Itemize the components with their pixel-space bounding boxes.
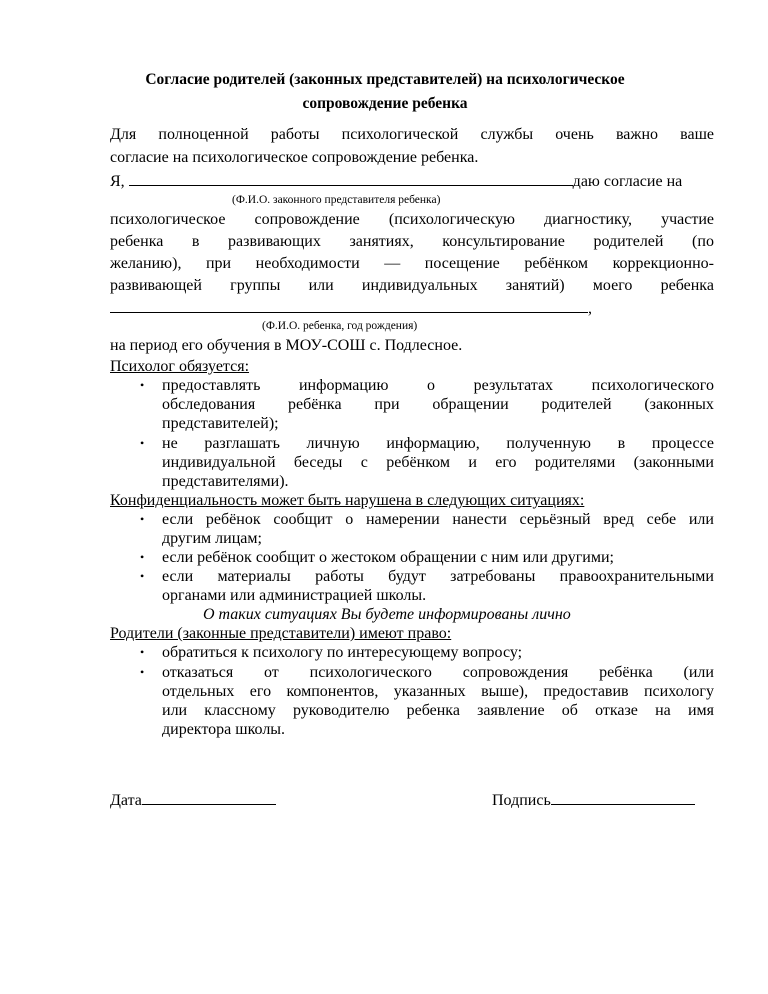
word: полученную (506, 435, 591, 452)
scope-line-3 (110, 254, 714, 273)
word: при (374, 396, 400, 413)
parents-item-2-line-4: директора школы. (162, 721, 286, 738)
word: работы (315, 568, 364, 585)
parents-item-2-line-2 (162, 682, 714, 701)
word: компонентов, (286, 683, 379, 700)
parents-item-1: обратиться к психологу по интересующему вопросу; (162, 644, 523, 661)
word: на (655, 702, 671, 719)
word: разглашать (204, 435, 280, 452)
word: нанести (452, 511, 507, 528)
word: личную (306, 435, 360, 452)
bullet-icon: • (140, 512, 145, 526)
document-title (100, 68, 670, 116)
word: или (688, 511, 714, 528)
word: консультирование (442, 233, 565, 250)
psych-item-1-line-2 (162, 395, 714, 414)
word: намерении (365, 511, 440, 528)
word: полноценной (158, 126, 249, 143)
conf-item-3-line-2: органами или администрацией школы. (162, 587, 427, 604)
word: работы (270, 126, 320, 143)
word: (законных (644, 396, 714, 413)
period-line: на период его обучения в МОУ-СОШ с. Подлесное. (110, 337, 463, 354)
bullet-icon: • (140, 378, 145, 392)
word: — (384, 255, 401, 272)
word: индивидуальных (361, 277, 478, 294)
word: ребенка (660, 277, 714, 294)
word: ребёнка (288, 396, 342, 413)
word: ваше (680, 126, 714, 143)
word: отказаться (162, 664, 234, 681)
child-name-blank[interactable] (110, 298, 588, 313)
word: (законными (633, 454, 714, 471)
word: (психологическую (388, 211, 515, 228)
word: если (162, 568, 194, 585)
word: результатах (473, 377, 554, 394)
word: ребёнком (524, 255, 589, 272)
word: сообщит (273, 511, 333, 528)
word: психологу (643, 683, 714, 700)
word: его (495, 454, 517, 471)
word: ребёнка (599, 664, 653, 681)
child-name-line (110, 298, 592, 318)
word: психологической (341, 126, 459, 143)
date-blank[interactable] (142, 790, 276, 805)
informed-note: О таких ситуациях Вы будете информированы лично (203, 606, 571, 623)
word: психологического (591, 377, 714, 394)
word: родителей (541, 396, 612, 413)
word: материалы (217, 568, 291, 585)
word: ребёнок (205, 511, 261, 528)
scope-line-1 (110, 210, 714, 229)
word: если (162, 511, 194, 528)
bullet-icon: • (140, 665, 145, 679)
word: развивающей (110, 277, 202, 294)
word: индивидуальной (162, 454, 276, 471)
word: заявление (477, 702, 545, 719)
word: сопровождения (462, 664, 569, 681)
word: о (427, 377, 436, 394)
word: с (360, 454, 368, 471)
word: (или (683, 664, 714, 681)
word: обращении (432, 396, 509, 413)
parent-name-line (110, 171, 682, 191)
word: себе (646, 511, 677, 528)
word: и (468, 454, 477, 471)
word: коррекционно- (612, 255, 714, 272)
psych-item-1-line-1 (162, 376, 714, 395)
parents-item-2-line-3 (162, 701, 714, 720)
conf-item-1-line-2: другим лицам; (162, 530, 262, 547)
word: вред (603, 511, 634, 528)
word: психологического (309, 664, 432, 681)
date-field (110, 790, 276, 810)
signature-label: Подпись (492, 792, 551, 809)
confidentiality-heading: Конфиденциальность может быть нарушена в следующих ситуациях: (110, 492, 585, 509)
word: желанию), (110, 255, 182, 272)
conf-item-1-line-1 (162, 510, 714, 529)
psychologist-heading: Психолог обязуется: (110, 358, 250, 375)
word: предоставив (543, 683, 629, 700)
child-line-comma: , (588, 300, 592, 317)
word: при (205, 255, 232, 272)
word: будут (388, 568, 426, 585)
word: отдельных (162, 683, 235, 700)
word: родителями (534, 454, 616, 471)
word: или (308, 277, 334, 294)
word: от (264, 664, 279, 681)
word: занятиях, (349, 233, 414, 250)
word: (по (692, 233, 714, 250)
word: не (162, 435, 178, 452)
word: отказе (595, 702, 638, 719)
word: сопровождение (254, 211, 360, 228)
word: руководителю (292, 702, 390, 719)
psych-item-1-line-3: представителей); (162, 415, 279, 432)
word: о (345, 511, 354, 528)
word: ребенка (110, 233, 164, 250)
word: предоставлять (162, 377, 261, 394)
word: диагностику, (544, 211, 632, 228)
word: серьёзный (519, 511, 591, 528)
conf-item-3-line-1 (162, 567, 714, 586)
word: обследования (162, 396, 256, 413)
word: выше), (481, 683, 529, 700)
word: родителей (593, 233, 664, 250)
word: моего (592, 277, 633, 294)
word: развивающих (228, 233, 321, 250)
parent-name-caption: (Ф.И.О. законного представителя ребенка) (232, 194, 441, 206)
word: правоохранительными (559, 568, 714, 585)
word: об (561, 702, 578, 719)
word: в (191, 233, 200, 250)
word: очень (555, 126, 594, 143)
word: или (162, 702, 188, 719)
psych-item-2-line-1 (162, 434, 714, 453)
title-line-2: сопровождение ребенка (302, 95, 468, 112)
word: информацию (298, 377, 389, 394)
parents-rights-heading: Родители (законные представители) имеют право: (110, 625, 452, 642)
word: процессе (651, 435, 714, 452)
date-label: Дата (110, 792, 142, 809)
word: информацию, (386, 435, 480, 452)
word: психологическое (110, 211, 226, 228)
bullet-icon: • (140, 569, 145, 583)
consent-suffix: даю согласие на (572, 173, 683, 190)
scope-line-4 (110, 276, 714, 295)
word: ребёнком (386, 454, 450, 471)
word: занятий) (505, 277, 565, 294)
word: службы (480, 126, 534, 143)
bullet-icon: • (140, 645, 145, 659)
word: Для (110, 126, 137, 143)
word: беседы (293, 454, 343, 471)
word: классному (204, 702, 276, 719)
title-line-1: Согласие родителей (законных представителей) на психологическое (145, 71, 625, 88)
word: имя (687, 702, 714, 719)
conf-item-2: если ребёнок сообщит о жестоком обращении с ним или другими; (162, 549, 614, 566)
word: в (617, 435, 626, 452)
psych-item-2-line-2 (162, 453, 714, 472)
word: необходимости (255, 255, 360, 272)
word: участие (661, 211, 714, 228)
signature-blank[interactable] (551, 790, 695, 805)
child-name-caption: (Ф.И.О. ребенка, год рождения) (262, 320, 418, 332)
signature-field (492, 790, 695, 810)
parents-item-2-line-1 (162, 663, 714, 682)
word: затребованы (450, 568, 536, 585)
word: важно (615, 126, 658, 143)
word: его (249, 683, 272, 700)
intro-line-2: согласие на психологическое сопровождение ребенка. (110, 149, 479, 166)
parent-name-blank[interactable] (129, 171, 573, 186)
psych-item-2-line-3: представителями). (162, 473, 289, 490)
word: указанных (393, 683, 466, 700)
word: ребенка (406, 702, 460, 719)
bullet-icon: • (140, 436, 145, 450)
word: группы (230, 277, 281, 294)
scope-line-2 (110, 232, 714, 251)
word: посещение (424, 255, 500, 272)
bullet-icon: • (140, 550, 145, 564)
pronoun-ya: Я, (110, 173, 125, 190)
intro-line-1 (110, 125, 714, 144)
